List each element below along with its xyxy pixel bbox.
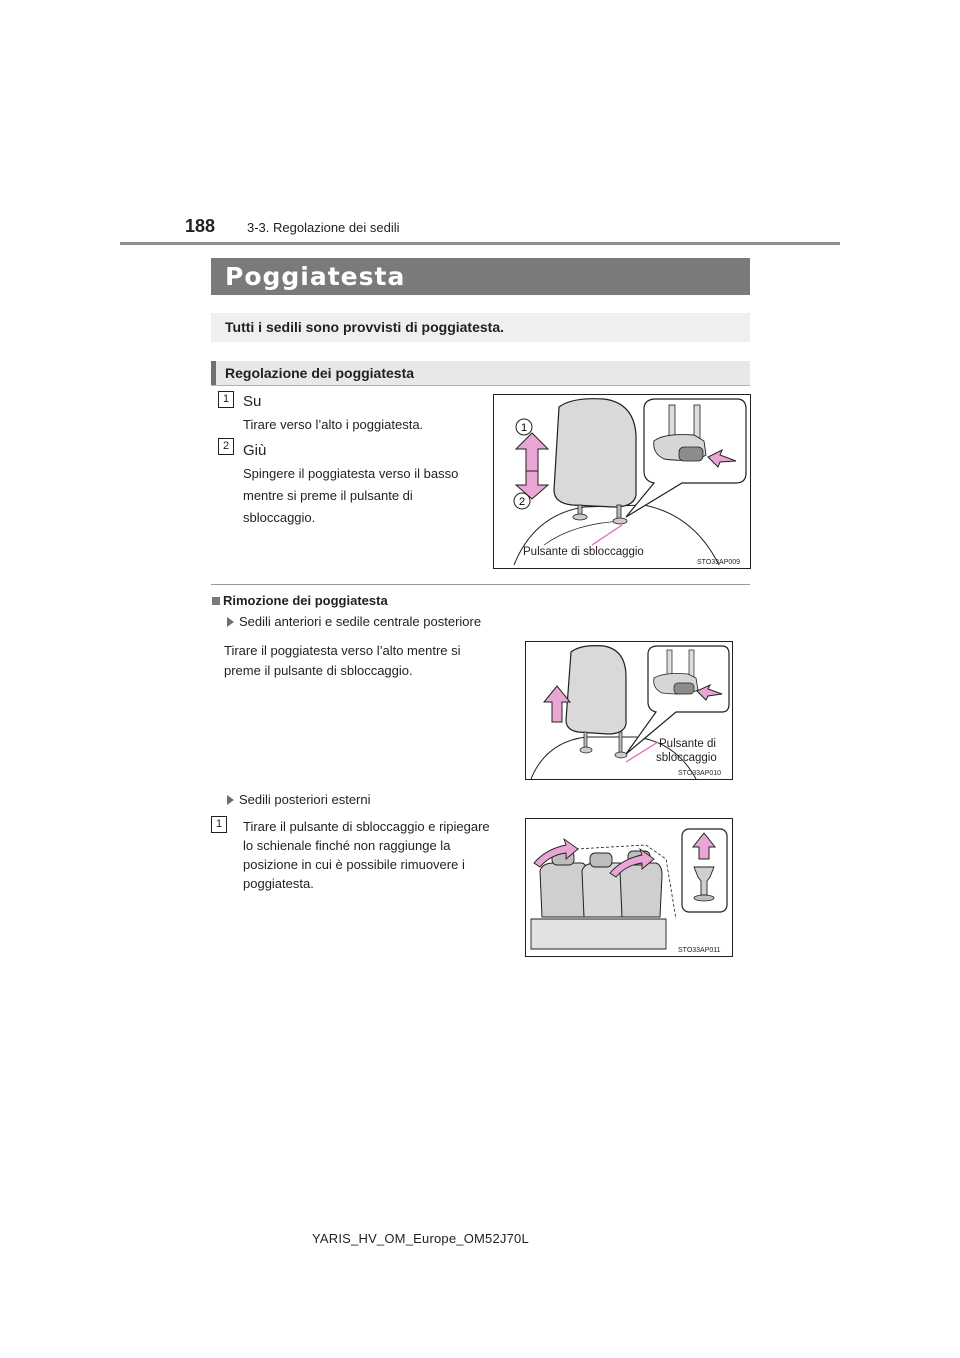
step-2-line-2: mentre si preme il pulsante di: [243, 488, 413, 503]
front-text: [224, 641, 507, 681]
figure2-release-label-line2: sbloccaggio: [656, 752, 717, 764]
figure2-release-label-line1: Pulsante di: [659, 738, 716, 750]
subsection-title: Regolazione dei poggiatesta: [225, 365, 415, 381]
rear-text: [243, 817, 507, 893]
step-1-text: Tirare verso l’alto i poggiatesta.: [243, 417, 424, 432]
front-line-1: Tirare il poggiatesta verso l’alto mentre si: [224, 643, 461, 658]
removal-heading-bullet: [212, 597, 220, 605]
step-1-number: 1: [218, 391, 234, 408]
rear-bullet-icon: [227, 795, 234, 805]
figure1-number-1: 1: [520, 422, 528, 434]
figure1-number-2: 2: [518, 496, 526, 508]
figure3-code: STO33AP011: [678, 947, 721, 954]
rear-line-4: poggiatesta.: [243, 876, 314, 891]
rear-bullet-text: Sedili posteriori esterni: [239, 792, 371, 807]
front-bullet-text: Sedili anteriori e sedile centrale posteriore: [239, 614, 482, 629]
front-bullet-icon: [227, 617, 234, 627]
step-2-line-3: sbloccaggio.: [243, 510, 316, 525]
section-rule: [211, 584, 750, 585]
rear-removal-illustration: [526, 819, 732, 956]
rear-step-number: 1: [211, 816, 227, 833]
front-line-2: preme il pulsante di sbloccaggio.: [224, 663, 413, 678]
rear-removal-figure: [525, 818, 733, 957]
headrest-adjust-figure: [493, 394, 751, 569]
intro-box: [211, 313, 750, 342]
headrest-adjust-illustration: [494, 395, 750, 568]
step-1-title: Su: [243, 393, 262, 410]
section-label: 3-3. Regolazione dei sedili: [247, 220, 400, 235]
page-number: 188: [185, 216, 216, 236]
title-bar: [211, 258, 750, 295]
footer-document-id: YARIS_HV_OM_Europe_OM52J70L: [312, 1231, 529, 1246]
figure1-code: STO33AP009: [697, 559, 741, 566]
header-rule: [120, 242, 840, 245]
figure2-code: STO33AP010: [678, 770, 722, 777]
subsection-accent: [211, 361, 216, 385]
figure1-release-label: Pulsante di sbloccaggio: [523, 546, 644, 558]
front-removal-figure: [525, 641, 733, 780]
subsection-bar: [211, 361, 750, 386]
page-title: Poggiatesta: [225, 262, 406, 291]
intro-text: Tutti i sedili sono provvisti di poggiatesta.: [225, 319, 504, 335]
rear-line-1: Tirare il pulsante di sbloccaggio e ripiegare: [243, 819, 490, 834]
step-2-line-1: Spingere il poggiatesta verso il basso: [243, 466, 459, 481]
rear-line-2: lo schienale finché non raggiunge la: [243, 838, 451, 853]
removal-heading: Rimozione dei poggiatesta: [223, 593, 388, 608]
step-2-title: Giù: [243, 442, 267, 459]
front-removal-illustration: [526, 642, 732, 779]
step-2-number: 2: [218, 438, 234, 455]
rear-line-3: posizione in cui è possibile rimuovere i: [243, 857, 465, 872]
step-2-text: [243, 463, 479, 529]
